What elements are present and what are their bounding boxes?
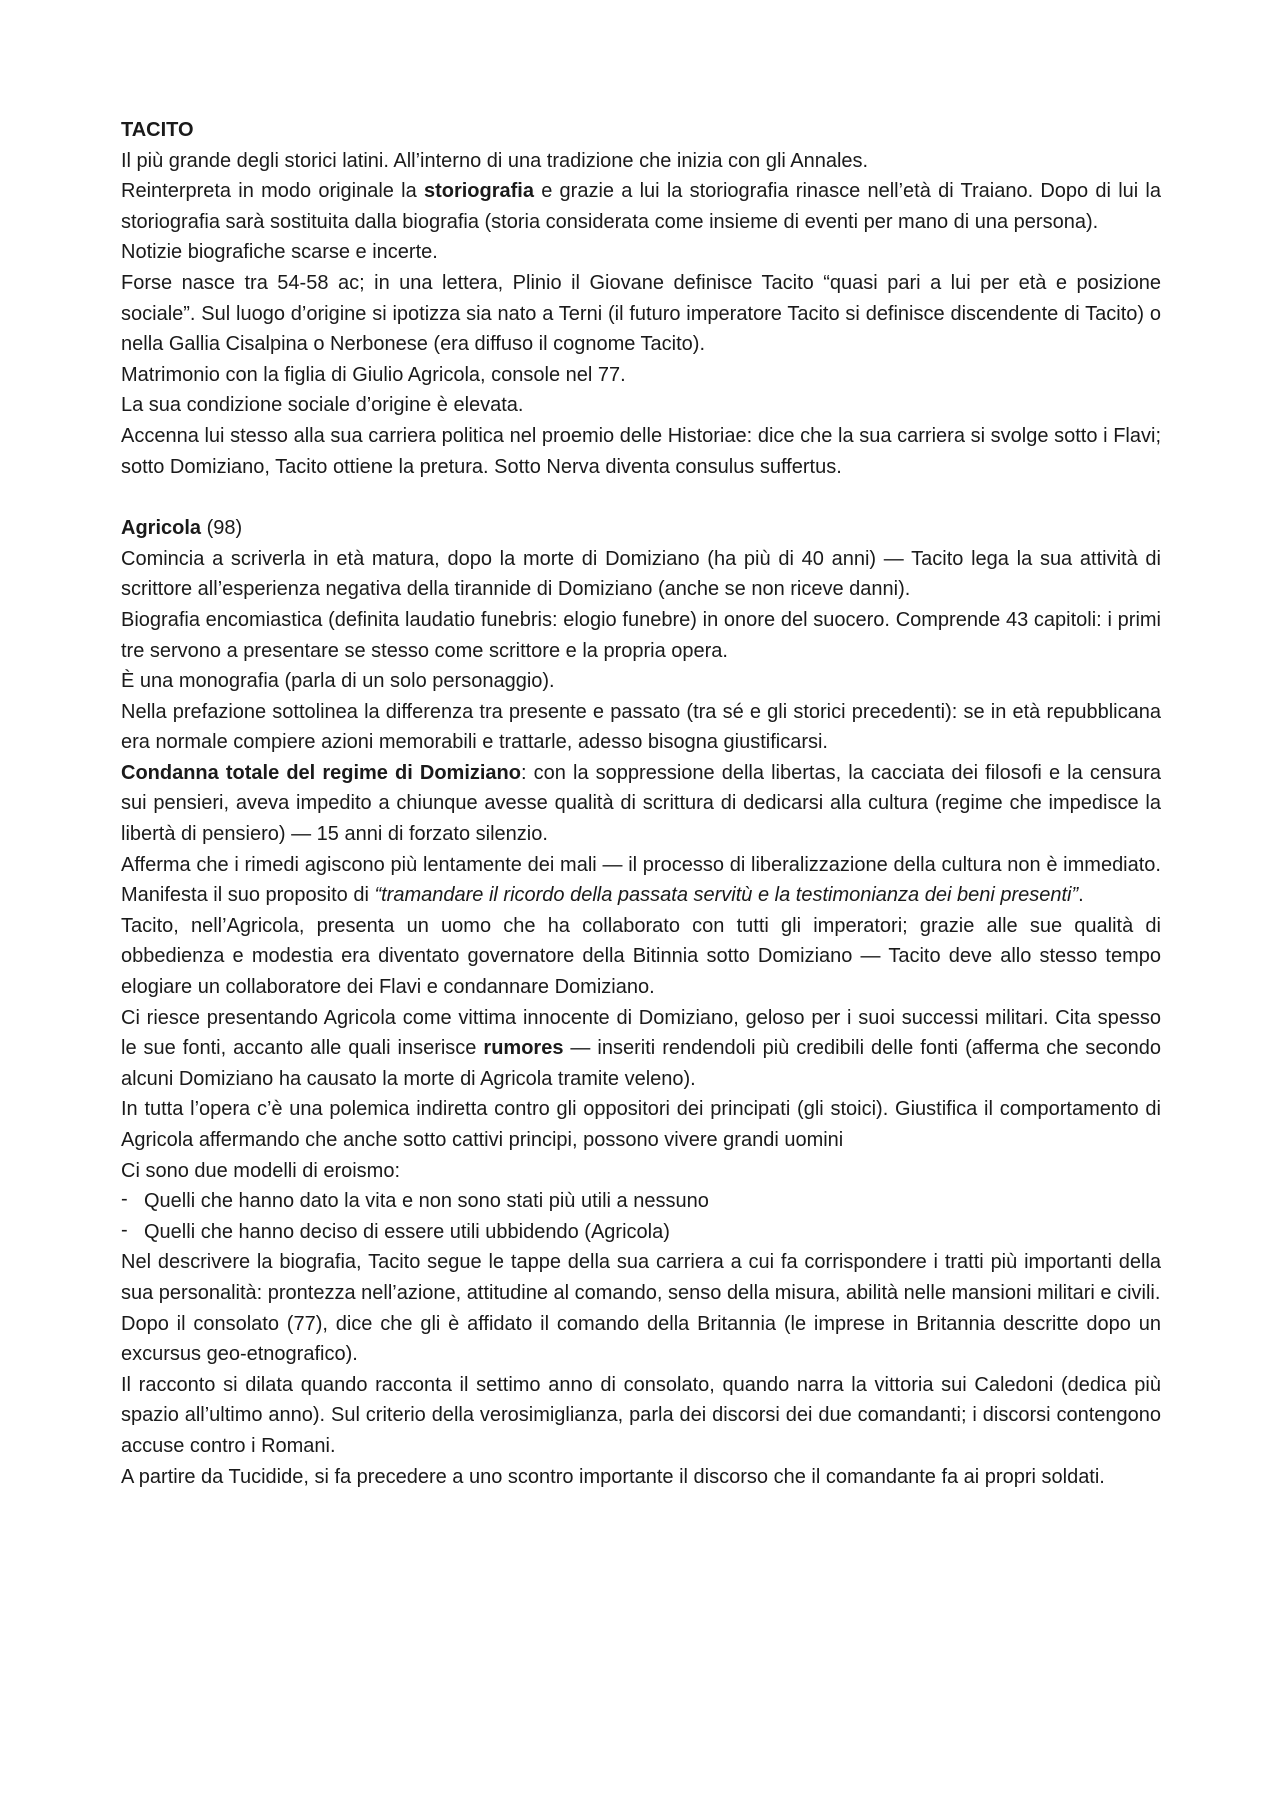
section-gap <box>121 482 1161 513</box>
list-item-text: Quelli che hanno deciso di essere utili ubbidendo (Agricola) <box>144 1220 670 1243</box>
agricola-paragraph-4: Nella prefazione sottolinea la differenza tra presente e passato (tra sé e gli storici precedenti): se in età repubblicana era normale compiere azioni memorabili e trattarle, adesso bisogna giustificarsi. <box>121 700 1161 754</box>
agricola-paragraph-10: Ci sono due modelli di eroismo: <box>121 1159 401 1182</box>
italic-quote: “tramandare il ricordo della passata servitù e la testimonianza dei beni presenti” <box>374 884 1079 907</box>
intro-paragraph-2 <box>121 176 1161 237</box>
intro-paragraph-5: Matrimonio con la figlia di Giulio Agricola, console nel 77. <box>121 363 626 386</box>
dash-marker: - <box>121 1218 128 1241</box>
agricola-paragraph-14: A partire da Tucidide, si fa precedere a uno scontro importante il discorso che il comandante fa ai propri soldati. <box>121 1465 1105 1488</box>
text-span: . <box>1078 884 1084 907</box>
intro-paragraph-3: Notizie biografiche scarse e incerte. <box>121 241 438 264</box>
section-heading-agricola <box>121 513 1161 544</box>
text-span: — inseriti rendendoli più credibili delle fonti (afferma che secondo alcuni Domiziano ha causato la morte di Agricola tramite veleno). <box>121 1037 1162 1090</box>
agricola-paragraph-12: Dopo il consolato (77), dice che gli è affidato il comando della Britannia (le imprese in Britannia descritte dopo un excursus geo-etnografico). <box>121 1312 1161 1366</box>
text-span: : con la soppressione della libertas, la cacciata dei filosofi e la censura sui pensieri, aveva impedito a chiunque avesse qualità di scrittura di dedicarsi alla cultura (regime che impedisce la libertà di pensiero) — 15 anni di forzato silenzio. <box>121 761 1161 846</box>
document-page <box>121 115 1161 1492</box>
agricola-paragraph-6 <box>121 850 1161 911</box>
intro-paragraph-7: Accenna lui stesso alla sua carriera politica nel proemio delle Historiae: dice che la sua carriera si svolge sotto i Flavi; sotto Domiziano, Tacito ottiene la pretura. Sotto Nerva diventa consulus suffertus. <box>121 424 1161 478</box>
section-heading-bold: Agricola <box>121 517 202 540</box>
agricola-paragraph-8 <box>121 1003 1161 1095</box>
agricola-paragraph-2: Biografia encomiastica (definita laudatio funebris: elogio funebre) in onore del suocero. Comprende 43 capitoli: i primi tre servono a presentare se stesso come scrittore e la propria opera. <box>121 608 1161 662</box>
section-heading-year: (98) <box>201 517 243 540</box>
agricola-paragraph-1: Comincia a scriverla in età matura, dopo la morte di Domiziano (ha più di 40 anni) — Tacito lega la sua attività di scrittore all’esperienza negativa della tirannide di Domiziano (anche se non riceve danni). <box>121 547 1161 601</box>
bold-term: storiografia <box>423 180 534 203</box>
agricola-paragraph-7: Tacito, nell’Agricola, presenta un uomo che ha collaborato con tutti gli imperatori; grazie alle sue qualità di obbedienza e modestia era diventato governatore della Bitinnia sotto Domiziano — Tacito deve allo stesso tempo elogiare un collaboratore dei Flavi e condannare Domiziano. <box>121 914 1161 999</box>
agricola-paragraph-5 <box>121 758 1161 850</box>
intro-paragraph-4: Forse nasce tra 54-58 ac; in una lettera, Plinio il Giovane definisce Tacito “quasi pari a lui per età e posizione sociale”. Sul luogo d’origine si ipotizza sia nato a Terni (il futuro imperatore Tacito si definisce discendente di Tacito) o nella Gallia Cisalpina o Nerbonese (era diffuso il cognome Tacito). <box>121 271 1161 356</box>
text-span: Ci riesce presentando Agricola come vittima innocente di Domiziano, geloso per i suoi successi militari. Cita spesso le sue fonti, accanto alle quali inserisce <box>121 1006 1161 1060</box>
list-item <box>121 1186 1161 1217</box>
intro-paragraph-6: La sua condizione sociale d’origine è elevata. <box>121 394 524 417</box>
agricola-paragraph-11: Nel descrivere la biografia, Tacito segue le tappe della sua carriera a cui fa corrispondere i tratti più importanti della sua personalità: prontezza nell’azione, attitudine al comando, senso della misura, abilità nelle mansioni militari e civili. <box>121 1251 1161 1304</box>
bold-term: rumores <box>483 1037 564 1060</box>
text-span: Reinterpreta in modo originale la <box>121 180 424 203</box>
text-span: Afferma che i rimedi agiscono più lentamente dei mali — il processo di liberalizzazione della cultura non è immediato. Manifesta il suo proposito di <box>121 853 1161 907</box>
agricola-paragraph-9: In tutta l’opera c’è una polemica indiretta contro gli oppositori dei principati (gli stoici). Giustifica il comportamento di Agricola affermando che anche sotto cattivi principi, possono vivere grandi uomini <box>121 1098 1161 1151</box>
document-title: TACITO <box>121 119 194 141</box>
text-span: e grazie a lui la storiografia rinasce nell’età di Traiano. Dopo di lui la storiografia sarà sostituita dalla biografia (storia considerata come insieme di eventi per mano di una persona). <box>121 180 1161 233</box>
agricola-paragraph-3: È una monografia (parla di un solo personaggio). <box>121 670 555 693</box>
intro-paragraph-1: Il più grande degli storici latini. All’interno di una tradizione che inizia con gli Annales. <box>121 149 869 172</box>
list-item-text: Quelli che hanno dato la vita e non sono stati più utili a nessuno <box>144 1190 709 1213</box>
list-item <box>121 1217 1161 1248</box>
heroism-models-list <box>121 1186 1161 1247</box>
agricola-paragraph-13: Il racconto si dilata quando racconta il settimo anno di consolato, quando narra la vittoria sui Caledoni (dedica più spazio all’ultimo anno). Sul criterio della verosimiglianza, parla dei discorsi dei due comandanti; i discorsi contengono accuse contro i Romani. <box>121 1373 1161 1457</box>
dash-marker: - <box>121 1188 128 1211</box>
bold-term: Condanna totale del regime di Domiziano <box>121 761 521 784</box>
